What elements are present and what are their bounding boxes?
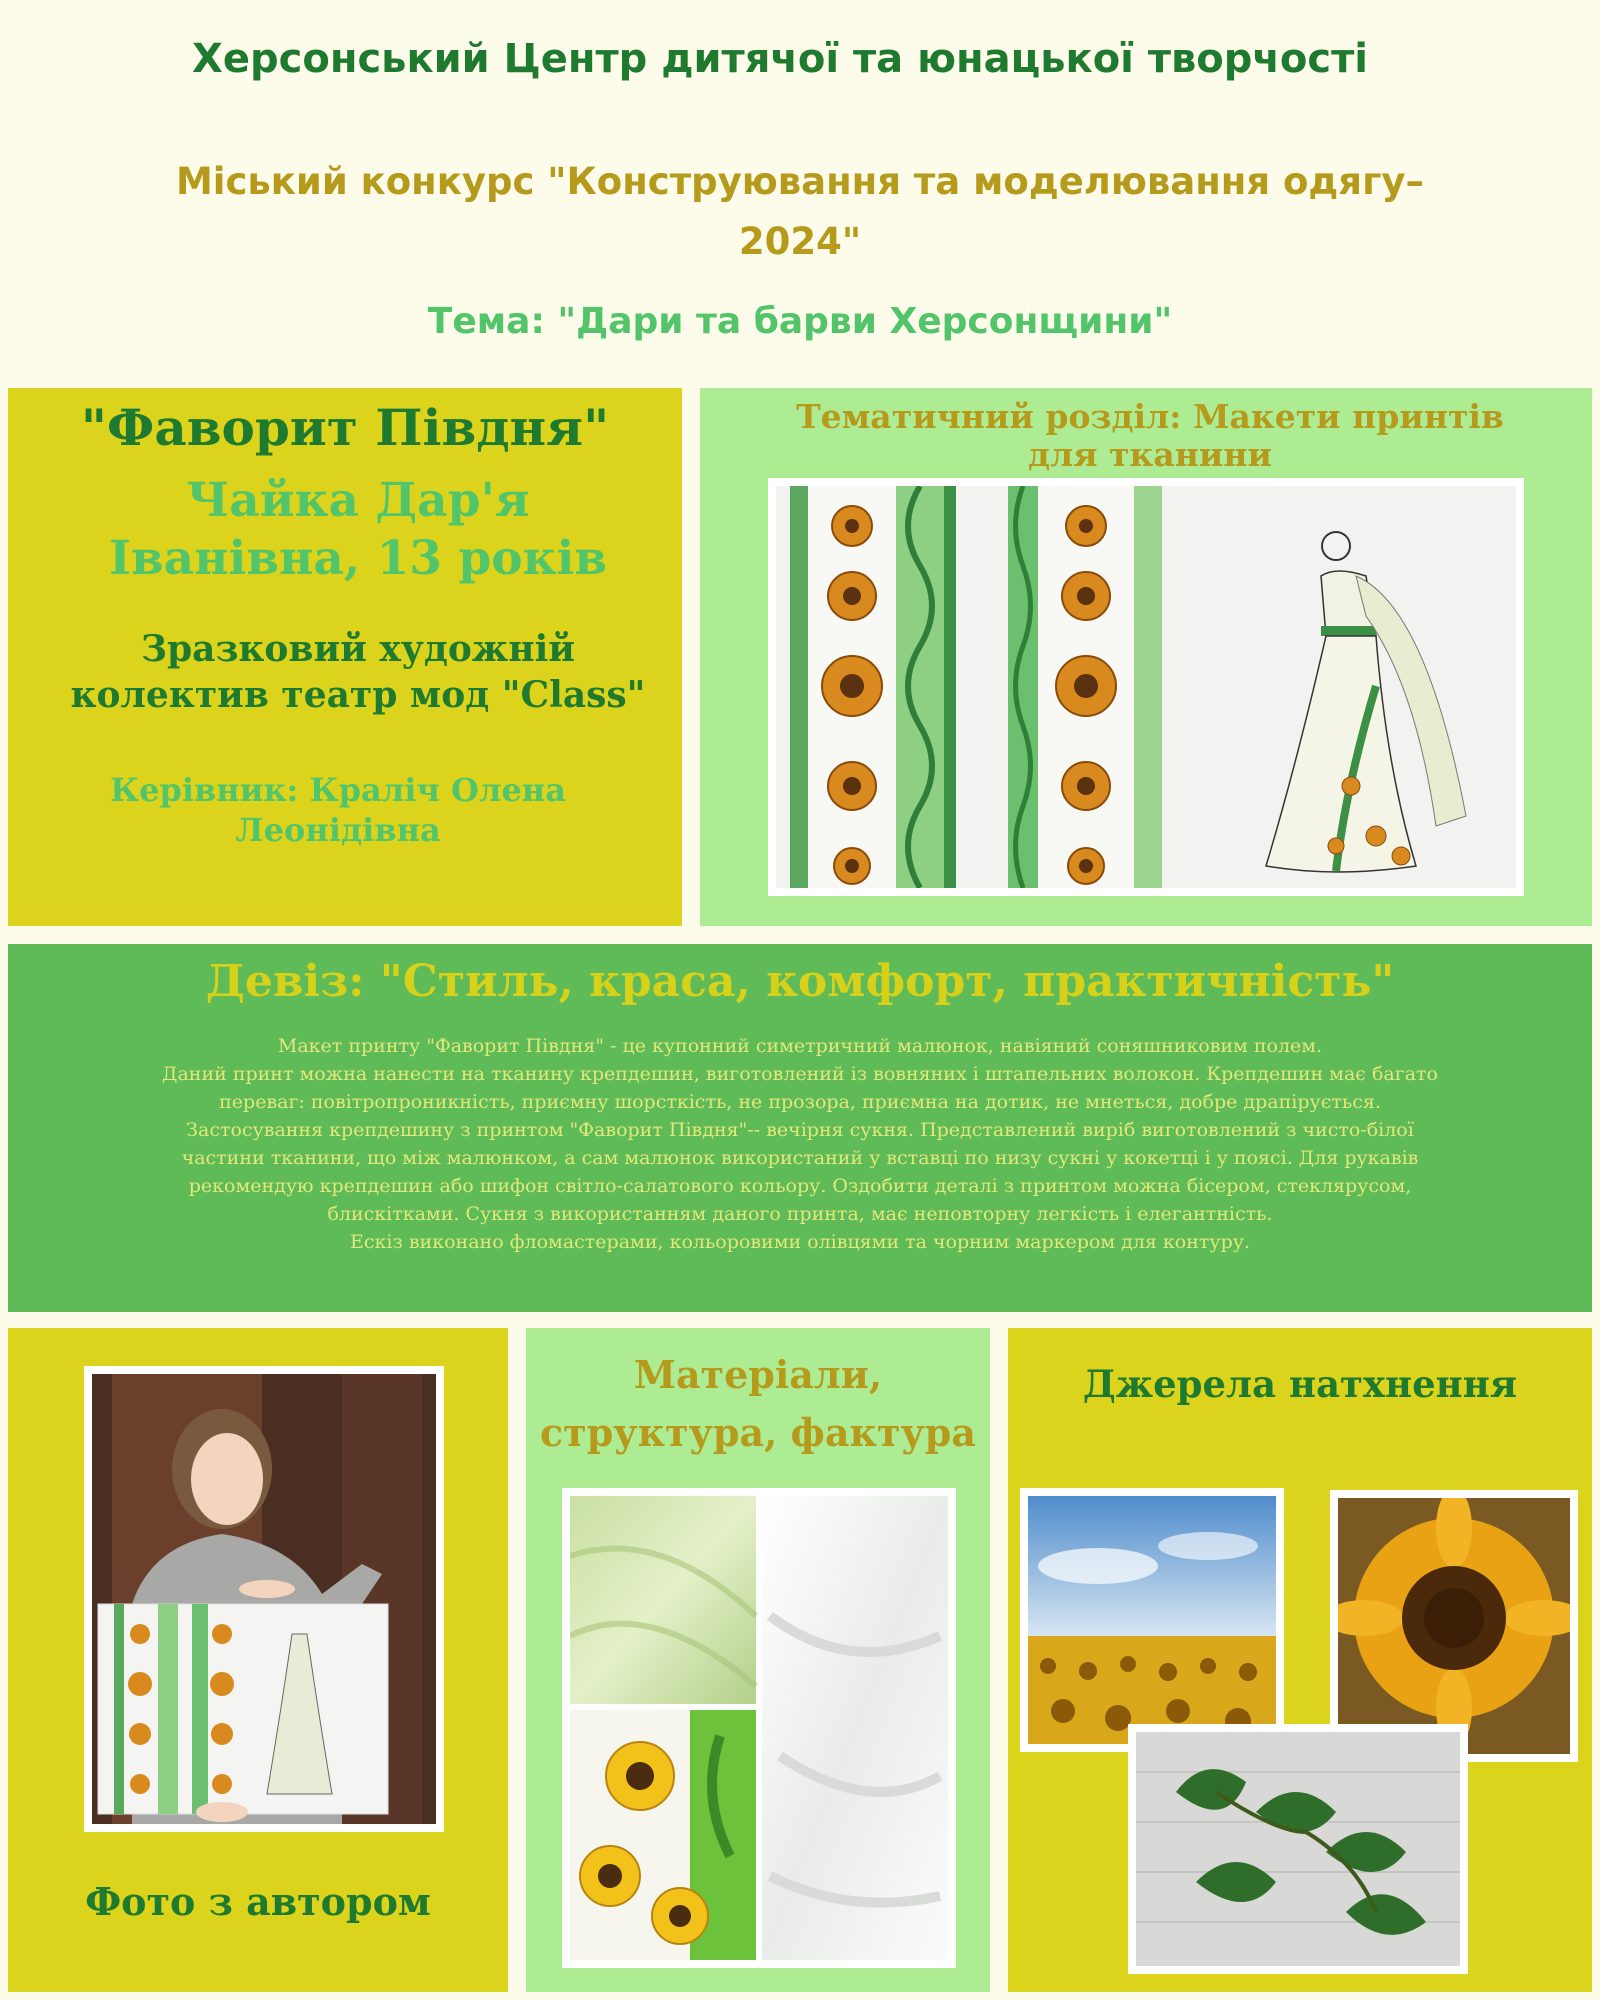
motto-heading: Девіз: "Стиль, краса, комфорт, практичність" bbox=[205, 956, 1395, 1007]
description-line: переваг: повітропроникність, приємну шорсткість, не прозора, приємна на дотик, не мнеться, добре драпірується. bbox=[219, 1091, 1381, 1113]
inspiration-heading: Джерела натхнення bbox=[1082, 1362, 1518, 1406]
description-line: рекомендую крепдешин або шифон світло-салатового кольору. Оздобити деталі з принтом можна бісером, стеклярусом, bbox=[188, 1175, 1412, 1197]
description-line: Макет принту "Фаворит Півдня" - це купонний симетричний малюнок, навіяний соняшниковим полем. bbox=[277, 1035, 1323, 1057]
description-line: Даний принт можна нанести на тканину крепдешин, виготовлений із вовняних і штапельних волокон. Крепдешин має багато bbox=[162, 1063, 1438, 1085]
print-sketch-photo bbox=[768, 478, 1524, 896]
description-line: Ескіз виконано фломастерами, кольоровими олівцями та чорним маркером для контуру. bbox=[350, 1231, 1250, 1253]
motto-description bbox=[48, 1032, 1552, 1256]
work-title: "Фаворит Півдня" bbox=[80, 398, 610, 457]
leaves-photo bbox=[1128, 1724, 1468, 1974]
prints-heading: Тематичний розділ: Макети принтів для тканини bbox=[796, 397, 1504, 474]
author-photo-image bbox=[92, 1374, 436, 1824]
description-line: частини тканини, що між малюнком, а сам малюнок використаний у вставці по низу сукні у кокетці і у поясі. Для рукавів bbox=[181, 1147, 1419, 1169]
sunflower-field-photo bbox=[1020, 1488, 1284, 1752]
sunflower-closeup-image bbox=[1338, 1498, 1570, 1754]
leaves-image bbox=[1136, 1732, 1460, 1966]
header-org-title: Херсонський Центр дитячої та юнацької творчості bbox=[192, 36, 1368, 82]
author-name: Чайка Дар'я Іванівна, 13 років bbox=[108, 473, 608, 586]
materials-collage-image bbox=[570, 1496, 948, 1960]
materials-heading: Матеріали, структура, фактура bbox=[540, 1352, 976, 1455]
motto-panel bbox=[8, 944, 1592, 1312]
author-panel bbox=[8, 388, 682, 926]
materials-panel bbox=[526, 1328, 990, 1992]
sunflower-field-image bbox=[1028, 1496, 1276, 1744]
print-sketch-image bbox=[776, 486, 1516, 888]
collective-name: Зразковий художній колектив театр мод "Class" bbox=[70, 628, 646, 716]
photo-caption: Фото з автором bbox=[85, 1879, 431, 1924]
header-contest-title: Міський конкурс "Конструювання та моделювання одягу–2024" bbox=[175, 160, 1425, 263]
description-line: блискітками. Сукня з використанням даного принта, має неповторну легкість і елегантність. bbox=[327, 1203, 1273, 1225]
materials-collage bbox=[562, 1488, 956, 1968]
inspiration-panel bbox=[1008, 1328, 1592, 1992]
photo-panel bbox=[8, 1328, 508, 1992]
leader-name: Керівник: Краліч Олена Леонідівна bbox=[110, 771, 566, 849]
prints-panel bbox=[700, 388, 1592, 926]
sunflower-closeup-photo bbox=[1330, 1490, 1578, 1762]
author-photo bbox=[84, 1366, 444, 1832]
header-theme: Тема: "Дари та барви Херсонщини" bbox=[427, 301, 1173, 342]
description-line: Застосування крепдешину з принтом "Фаворит Півдня"-- вечірня сукня. Представлений виріб виготовлений з чисто-білої bbox=[186, 1119, 1414, 1141]
